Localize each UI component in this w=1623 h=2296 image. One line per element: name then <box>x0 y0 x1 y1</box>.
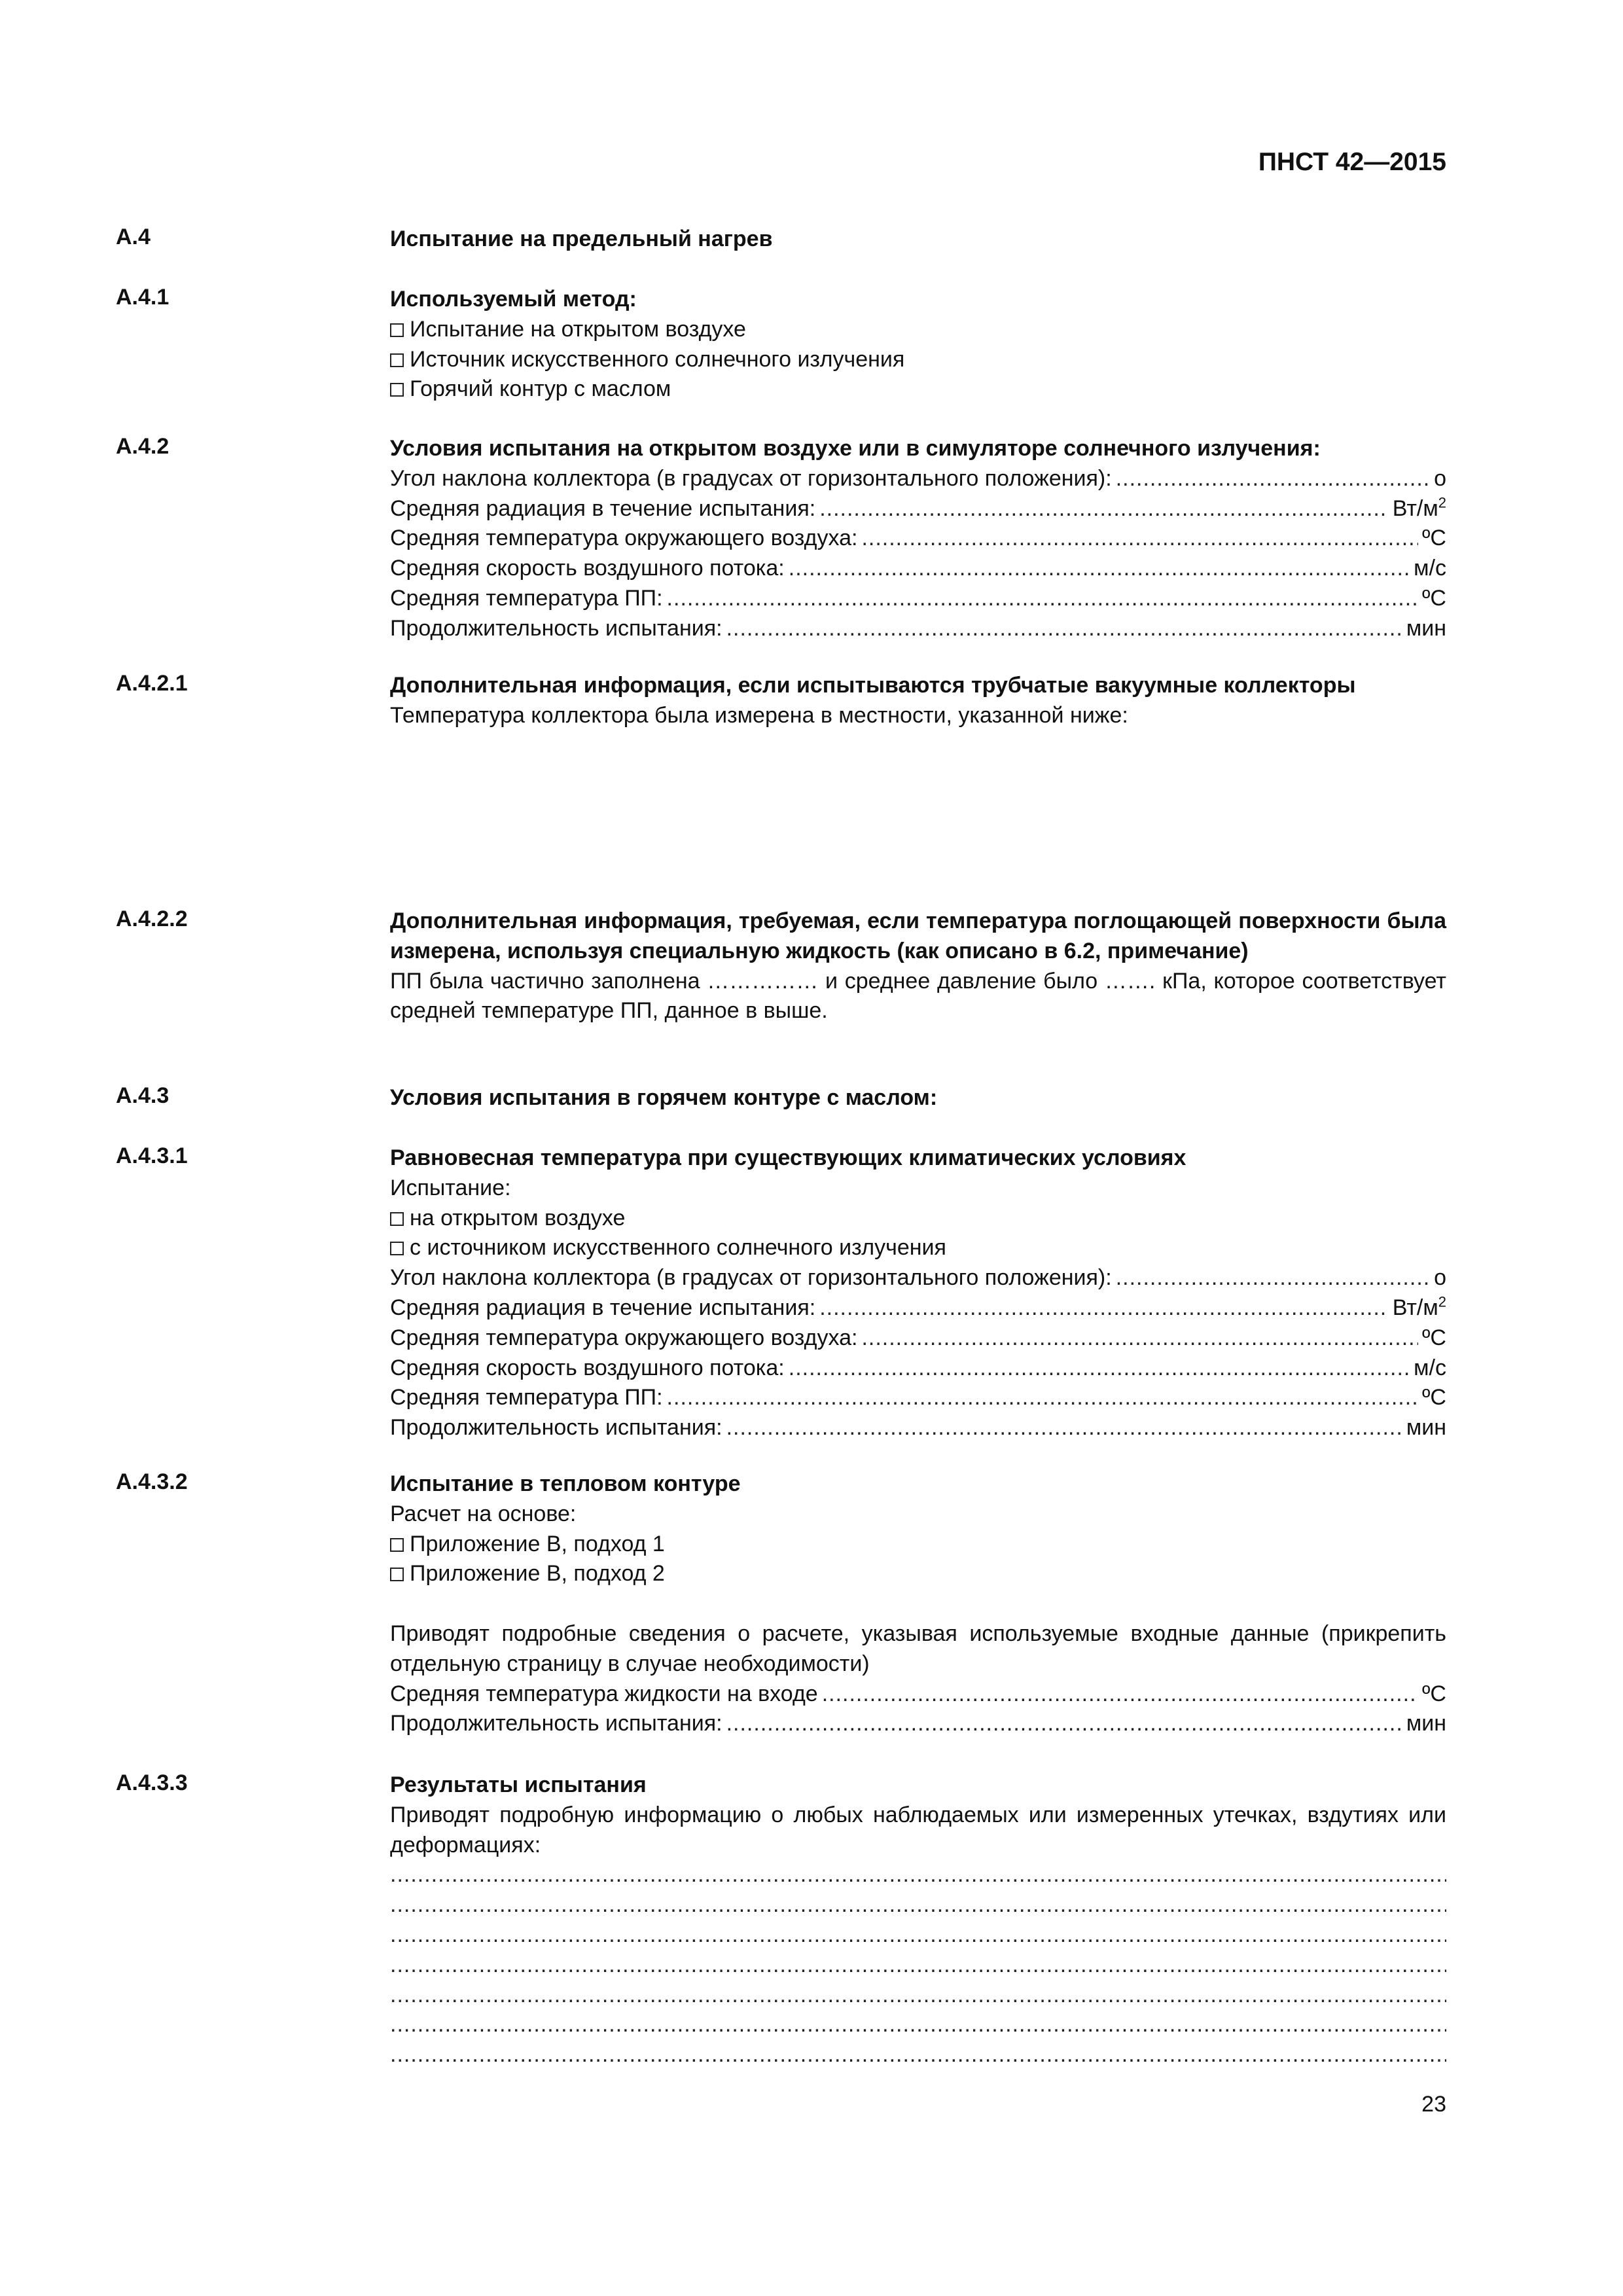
section-subtitle: Расчет на основе: <box>390 1501 577 1526</box>
fill-in-field[interactable]: Средняя температура ПП: ..... ºС <box>390 584 1446 614</box>
checkbox-option[interactable]: на открытом воздухе <box>390 1204 1446 1234</box>
section-number: А.4.1 <box>116 285 169 310</box>
section-title: Условия испытания в горячем контуре с маслом: <box>390 1085 938 1110</box>
section-title: Условия испытания на открытом воздухе или в симуляторе солнечного излучения: <box>390 436 1321 461</box>
dotted-leader <box>789 554 1410 584</box>
checkbox-option[interactable]: Приложение В, подход 1 <box>390 1530 1446 1560</box>
answer-line[interactable] <box>390 1920 1446 1950</box>
section-number: А.4 <box>116 224 151 249</box>
fill-in-field[interactable]: Средняя температура жидкости на входе ..... ºС <box>390 1679 1446 1710</box>
section-number: А.4.2.2 <box>116 906 188 931</box>
checkbox-icon[interactable] <box>390 323 404 337</box>
dotted-leader <box>822 1679 1418 1710</box>
section-number: А.4.3.3 <box>116 1770 188 1795</box>
answer-line[interactable] <box>390 1981 1446 2011</box>
dotted-leader <box>667 1383 1418 1413</box>
fill-in-field[interactable]: Средняя температура ПП: ..... ºС <box>390 1383 1446 1413</box>
dotted-leader <box>1116 464 1430 494</box>
answer-line[interactable] <box>390 2010 1446 2040</box>
dotted-leader <box>726 614 1402 644</box>
dotted-leader <box>861 1323 1418 1354</box>
fill-in-field[interactable]: Средняя радиация в течение испытания: ..... $Вт/м^2$ <box>390 494 1446 524</box>
section-text: ПП была частично заполнена …………… и среднее давление было ……. кПа, которое соответствует средней температуре ПП, данное в выше. <box>390 968 1446 1024</box>
dotted-leader <box>726 1413 1402 1443</box>
section-title: Используемый метод: <box>390 287 637 312</box>
checkbox-icon[interactable] <box>390 1568 404 1581</box>
dotted-leader <box>819 1293 1389 1323</box>
checkbox-option[interactable]: Источник искусственного солнечного излучения <box>390 345 1446 375</box>
fill-in-field[interactable]: Средняя радиация в течение испытания: ..... $Вт/м^2$ <box>390 1293 1446 1323</box>
section-number: А.4.3.1 <box>116 1143 188 1168</box>
checkbox-option[interactable]: Испытание на открытом воздухе <box>390 315 1446 345</box>
document-code: ПНСТ 42—2015 <box>1258 148 1446 176</box>
checkbox-option[interactable]: с источником искусственного солнечного излучения <box>390 1233 1446 1263</box>
dotted-leader <box>667 584 1418 614</box>
section-title: Результаты испытания <box>390 1772 647 1797</box>
section-title: Испытание в тепловом контуре <box>390 1471 741 1496</box>
section-subtitle: Испытание: <box>390 1175 511 1200</box>
section-title: Равновесная температура при существующих климатических условиях <box>390 1145 1186 1170</box>
fill-in-field[interactable]: Средняя скорость воздушного потока: ..... м/с <box>390 1354 1446 1384</box>
section-title: Дополнительная информация, требуемая, если температура поглощающей поверхности была измерена, используя специальную жидкость (как описано в 6.2, примечание) <box>390 908 1446 963</box>
dotted-leader <box>1116 1263 1430 1293</box>
checkbox-icon[interactable] <box>390 353 404 367</box>
answer-line[interactable] <box>390 1860 1446 1890</box>
section-title: Испытание на предельный нагрев <box>390 226 773 251</box>
checkbox-icon[interactable] <box>390 1242 404 1255</box>
dotted-leader <box>726 1709 1402 1739</box>
checkbox-option[interactable]: Приложение В, подход 2 <box>390 1559 1446 1589</box>
fill-in-field[interactable]: Средняя температура окружающего воздуха: ..... ºС <box>390 1323 1446 1354</box>
section-number: А.4.2.1 <box>116 671 188 696</box>
section-text: Приводят подробные сведения о расчете, указывая используемые входные данные (прикрепить отдельную страницу в случае необходимости) <box>390 1621 1446 1676</box>
section-title: Дополнительная информация, если испытываются трубчатые вакуумные коллекторы <box>390 673 1356 698</box>
fill-in-field[interactable]: Продолжительность испытания: ..... мин <box>390 1709 1446 1739</box>
dotted-leader <box>819 494 1389 524</box>
checkbox-icon[interactable] <box>390 1212 404 1226</box>
section-number: А.4.3 <box>116 1083 169 1108</box>
dotted-leader <box>861 524 1418 554</box>
fill-in-field[interactable]: Средняя температура окружающего воздуха: ..... ºС <box>390 524 1446 554</box>
page-number: 23 <box>1421 2092 1446 2117</box>
answer-line[interactable] <box>390 1950 1446 1981</box>
section-text: Температура коллектора была измерена в местности, указанной ниже: <box>390 702 1128 728</box>
checkbox-option[interactable]: Горячий контур с маслом <box>390 374 1446 404</box>
fill-in-field[interactable]: Средняя скорость воздушного потока: ..... м/с <box>390 554 1446 584</box>
answer-line[interactable] <box>390 1890 1446 1920</box>
dotted-leader <box>789 1354 1410 1384</box>
checkbox-icon[interactable] <box>390 383 404 397</box>
fill-in-field[interactable]: Угол наклона коллектора (в градусах от горизонтального положения): ..... о <box>390 464 1446 494</box>
fill-in-field[interactable]: Продолжительность испытания: ..... мин <box>390 614 1446 644</box>
fill-in-field[interactable]: Продолжительность испытания: ..... мин <box>390 1413 1446 1443</box>
section-number: А.4.3.2 <box>116 1469 188 1494</box>
answer-line[interactable] <box>390 2040 1446 2070</box>
checkbox-icon[interactable] <box>390 1538 404 1552</box>
section-number: А.4.2 <box>116 434 169 459</box>
fill-in-field[interactable]: Угол наклона коллектора (в градусах от горизонтального положения): ..... о <box>390 1263 1446 1293</box>
section-text: Приводят подробную информацию о любых наблюдаемых или измеренных утечках, вздутиях или деформациях: <box>390 1802 1446 1857</box>
